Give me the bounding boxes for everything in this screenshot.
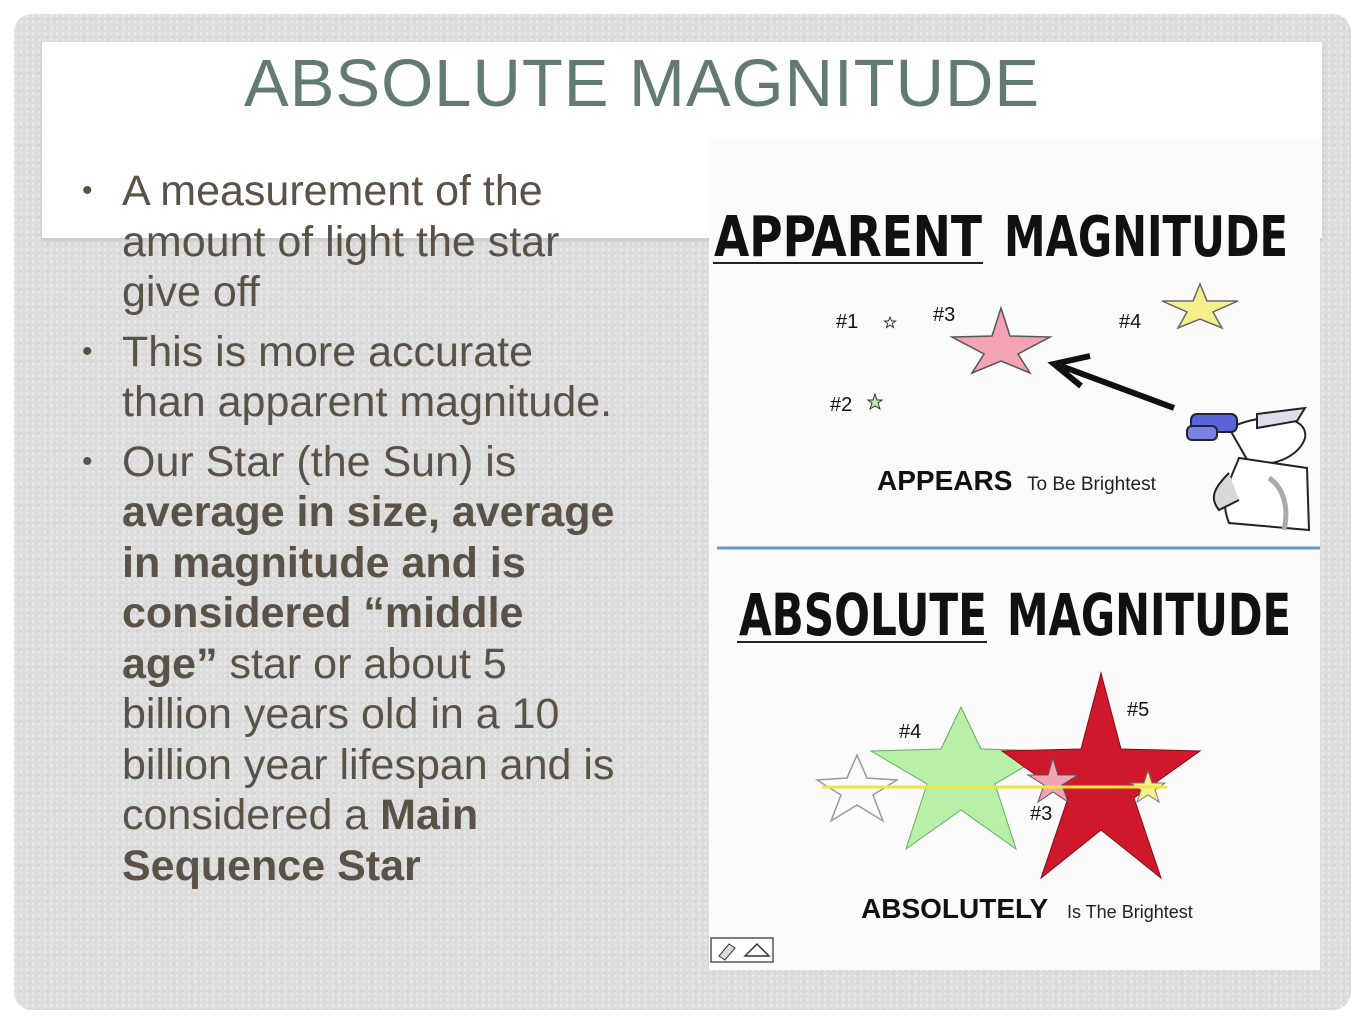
star-1-icon (885, 317, 896, 328)
bullet-item (80, 437, 625, 892)
star-3-pink-icon (952, 308, 1050, 373)
bullet-text: Our Star (the Sun) is (122, 437, 517, 486)
bullet-dot-icon: • (82, 444, 93, 478)
slide-title: ABSOLUTE MAGNITUDE (244, 46, 1041, 121)
bullet-bold-text: average in size, average in magnitude and is considered “middle age” (122, 488, 615, 688)
top-caption-small: To Be Brightest (1027, 474, 1156, 495)
bullet-item (80, 327, 625, 428)
top-caption-big: APPEARS (877, 465, 1013, 496)
magnitude-figure (709, 138, 1320, 970)
bottom-caption-big: ABSOLUTELY (861, 893, 1049, 924)
bottom-caption-small: Is The Brightest (1067, 902, 1193, 922)
figure-svg (709, 138, 1320, 970)
bullet-item (80, 166, 625, 318)
toolbar-edit-icon[interactable] (711, 938, 773, 962)
pointer-arrow-icon (1054, 356, 1174, 408)
apparent-magnitude-word: MAGNITUDE (1004, 205, 1288, 270)
observer-with-binoculars-icon (1187, 408, 1309, 530)
bullet-text: star or about 5 billion years old in a 10 billion year lifespan and is considered a (122, 639, 615, 839)
bullet-dot-icon: • (82, 334, 93, 368)
top-label-3: #3 (933, 304, 956, 326)
bullet-dot-icon: • (82, 174, 93, 207)
star-2-green-icon (868, 394, 882, 409)
bullet-bold-text: Main Sequence Star (122, 791, 479, 890)
bullet-text: A measurement of the amount of light the star give off (122, 167, 560, 316)
star-4-yellow-icon (1162, 284, 1238, 328)
bottom-label-3: #3 (1030, 803, 1053, 825)
bullet-list (80, 166, 625, 900)
apparent-word: APPARENT (714, 205, 983, 270)
bottom-label-4: #4 (899, 721, 922, 743)
absolute-word: ABSOLUTE (739, 581, 987, 649)
top-label-4: #4 (1119, 311, 1142, 333)
star-4-green-icon (871, 707, 1051, 849)
bullet-text: This is more accurate than apparent magnitude. (122, 327, 613, 426)
bottom-label-5: #5 (1127, 699, 1150, 721)
top-label-1: #1 (836, 311, 859, 333)
top-label-2: #2 (830, 394, 853, 416)
absolute-magnitude-word: MAGNITUDE (1007, 581, 1291, 649)
